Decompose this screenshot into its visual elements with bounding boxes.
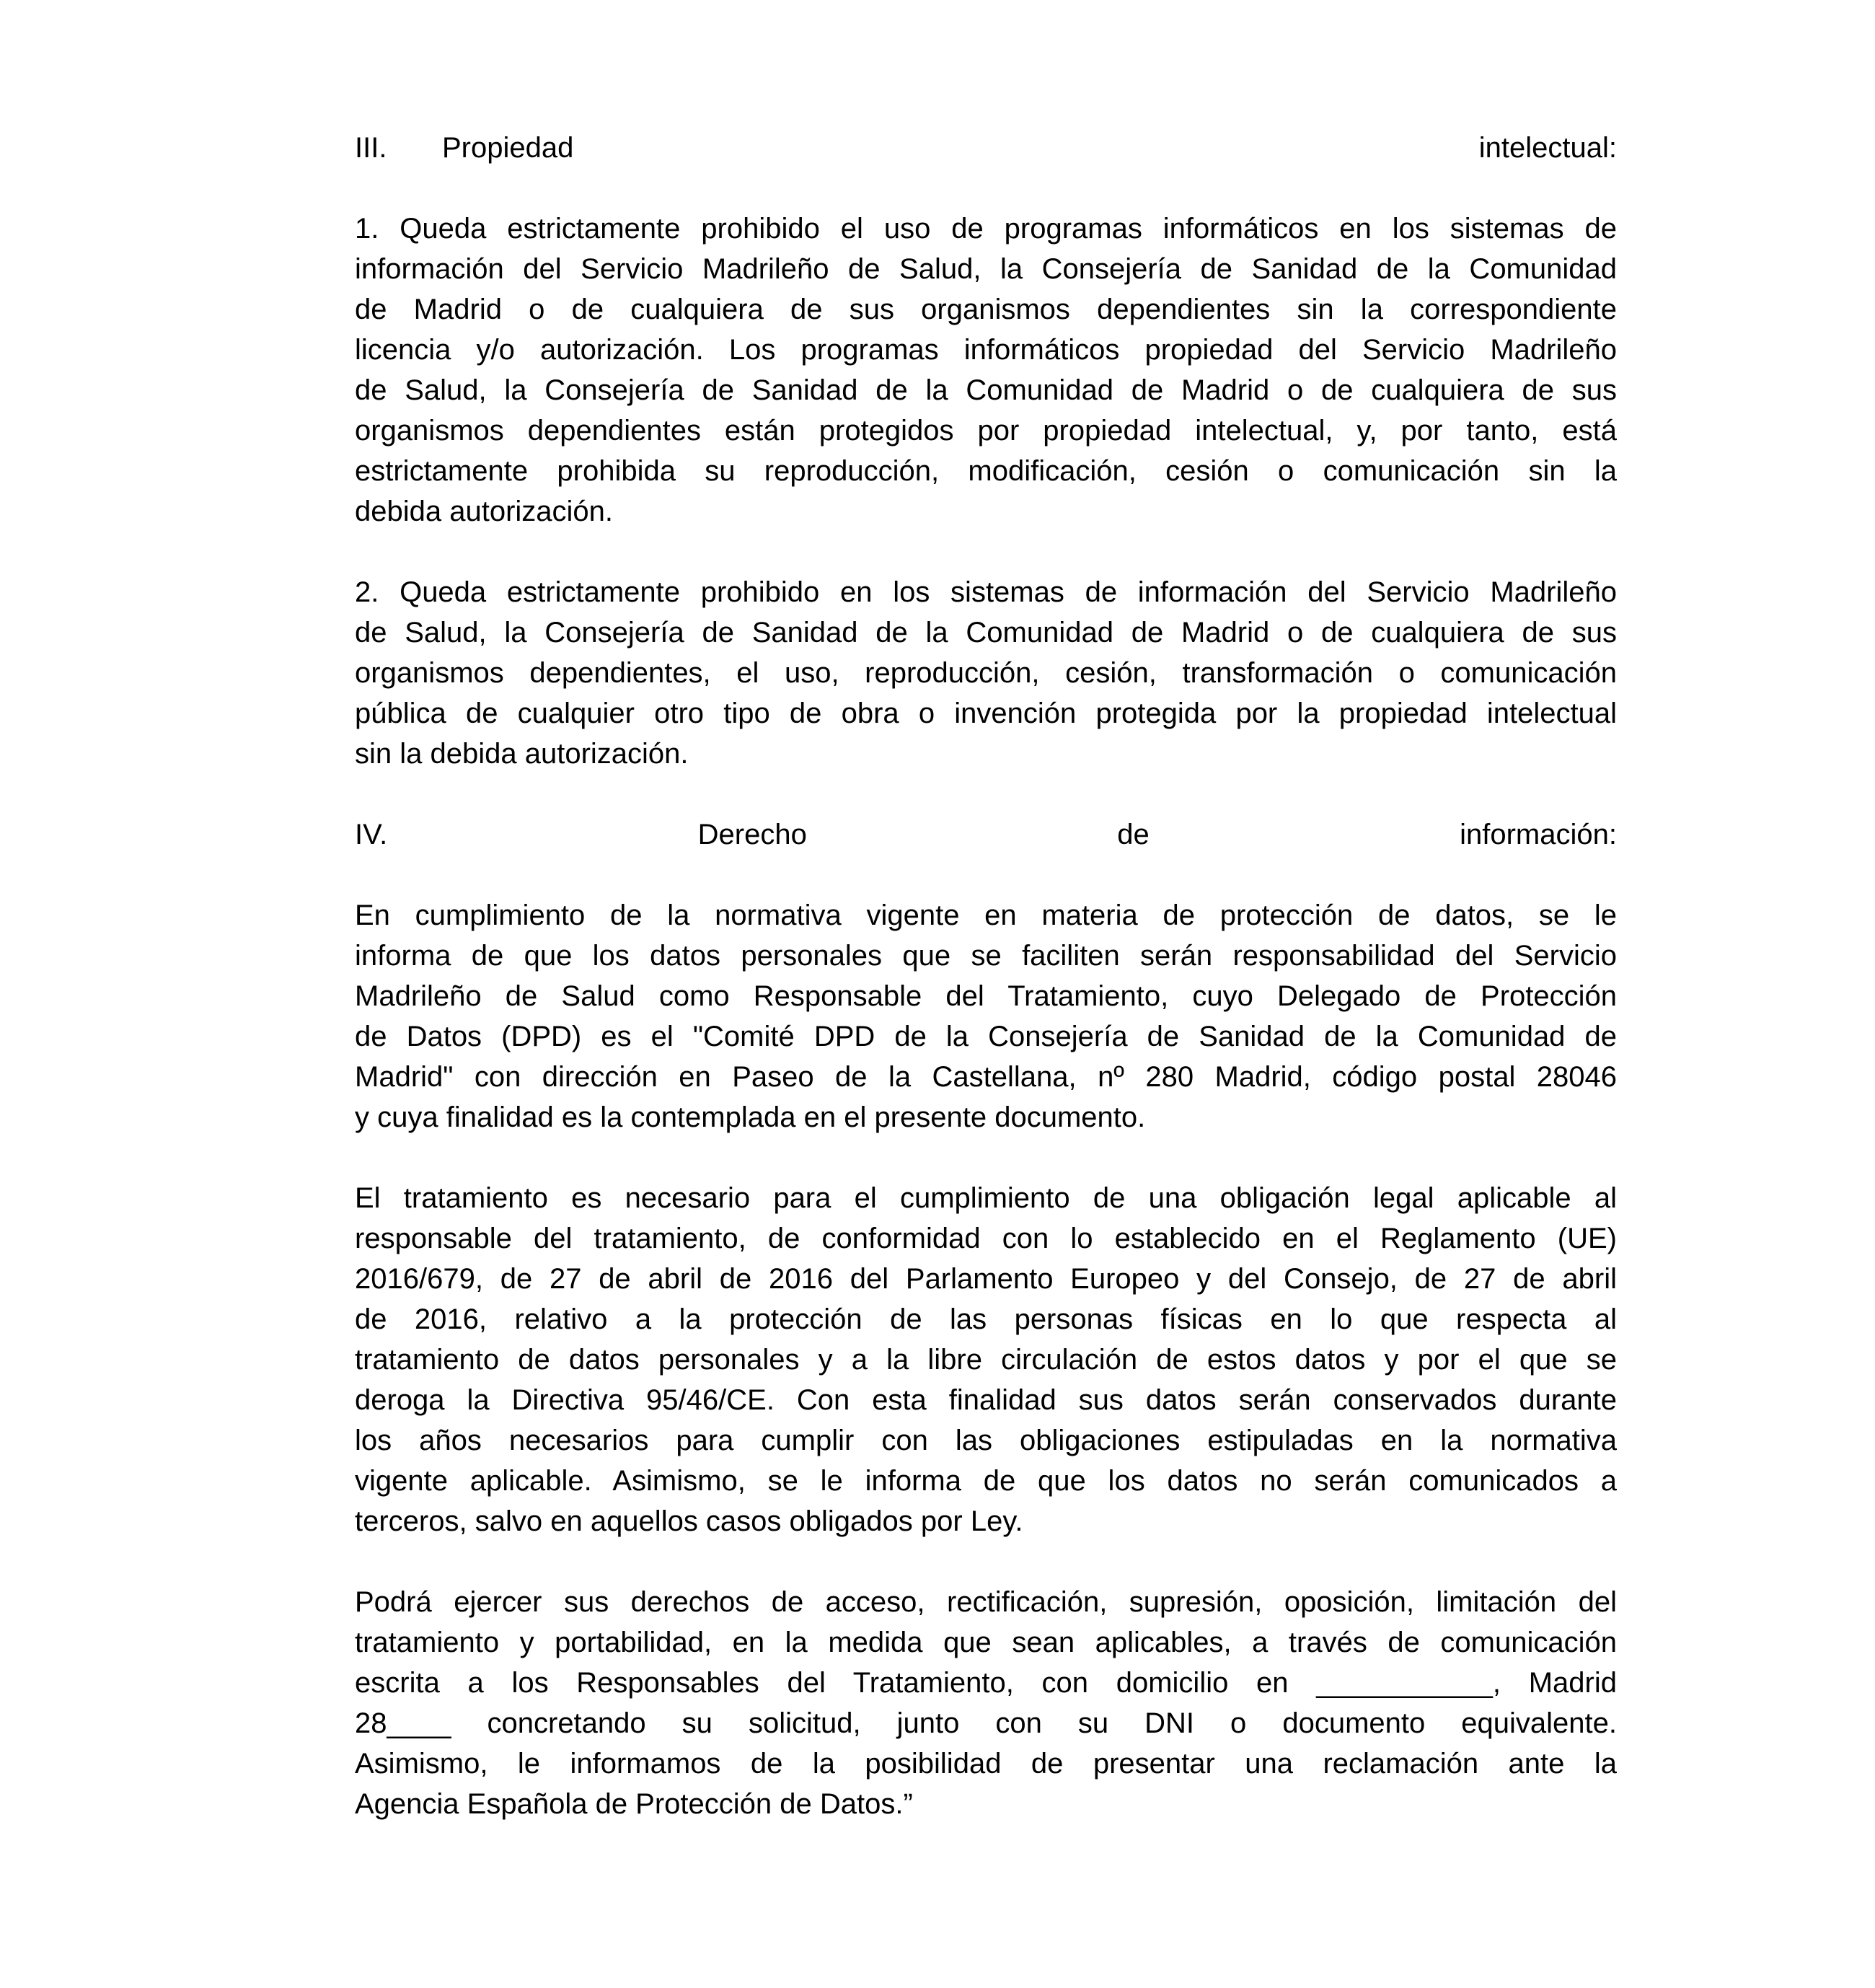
section-heading-heading-iv: IV. Derecho de información: xyxy=(355,819,1617,850)
text-line: de Datos (DPD) es el "Comité DPD de la Consejería de Sanidad de la Comunidad de xyxy=(355,1021,1617,1052)
text-line: estrictamente prohibida su reproducción, modificación, cesión o comunicación sin la xyxy=(355,455,1617,487)
text-line: vigente aplicable. Asimismo, se le informa de que los datos no serán comunicados a xyxy=(355,1465,1617,1497)
text-line: Madrid" con dirección en Paseo de la Castellana, nº 280 Madrid, código postal 28046 xyxy=(355,1061,1617,1093)
paragraph-clause-2 xyxy=(355,572,1617,774)
text-line: 1. Queda estrictamente prohibido el uso de programas informáticos en los sistemas de xyxy=(355,213,1617,245)
text-line: información del Servicio Madrileño de Salud, la Consejería de Sanidad de la Comunidad xyxy=(355,253,1617,285)
text-line: Podrá ejercer sus derechos de acceso, rectificación, supresión, oposición, limitación del xyxy=(355,1586,1617,1618)
text-line: terceros, salvo en aquellos casos obligados por Ley. xyxy=(355,1505,1023,1537)
text-line: 2016/679, de 27 de abril de 2016 del Parlamento Europeo y del Consejo, de 27 de abril xyxy=(355,1263,1617,1295)
text-line: 28____ concretando su solicitud, junto con su DNI o documento equivalente. xyxy=(355,1707,1617,1739)
text-line: escrita a los Responsables del Tratamiento, con domicilio en ___________, Madrid xyxy=(355,1667,1617,1699)
text-line: deroga la Directiva 95/46/CE. Con esta finalidad sus datos serán conservados durante xyxy=(355,1384,1617,1416)
text-line: El tratamiento es necesario para el cumplimiento de una obligación legal aplicable al xyxy=(355,1182,1617,1214)
paragraph-data-protection-intro xyxy=(355,895,1617,1138)
text-line: Agencia Española de Protección de Datos.” xyxy=(355,1788,913,1820)
text-line: debida autorización. xyxy=(355,496,614,527)
text-line: responsable del tratamiento, de conformidad con lo establecido en el Reglamento (UE) xyxy=(355,1223,1617,1254)
text-line: pública de cualquier otro tipo de obra o invención protegida por la propiedad intelectual xyxy=(355,698,1617,729)
text-line: los años necesarios para cumplir con las obligaciones estipuladas en la normativa xyxy=(355,1425,1617,1456)
paragraph-rights xyxy=(355,1582,1617,1824)
text-line: tratamiento y portabilidad, en la medida que sean aplicables, a través de comunicación xyxy=(355,1627,1617,1658)
section-heading-heading-iii xyxy=(355,128,1617,168)
paragraph-clause-1 xyxy=(355,208,1617,532)
document-text-block xyxy=(355,128,1617,1865)
paragraph-legal-basis xyxy=(355,1178,1617,1541)
text-line: de 2016, relativo a la protección de las personas físicas en lo que respecta al xyxy=(355,1303,1617,1335)
text-line: y cuya finalidad es la contemplada en el presente documento. xyxy=(355,1101,1146,1133)
text-line: Madrileño de Salud como Responsable del Tratamiento, cuyo Delegado de Protección xyxy=(355,980,1617,1012)
text-line: organismos dependientes están protegidos por propiedad intelectual, y, por tanto, está xyxy=(355,415,1617,447)
heading-title: Propiedad intelectual: xyxy=(442,132,1617,164)
text-line: de Madrid o de cualquiera de sus organismos dependientes sin la correspondiente xyxy=(355,294,1617,325)
text-line: En cumplimiento de la normativa vigente en materia de protección de datos, se le xyxy=(355,900,1617,931)
text-line: de Salud, la Consejería de Sanidad de la Comunidad de Madrid o de cualquiera de sus xyxy=(355,374,1617,406)
text-line: tratamiento de datos personales y a la libre circulación de estos datos y por el que se xyxy=(355,1344,1617,1376)
text-line: sin la debida autorización. xyxy=(355,738,689,770)
text-line: 2. Queda estrictamente prohibido en los sistemas de información del Servicio Madrileño xyxy=(355,576,1617,608)
text-line: Asimismo, le informamos de la posibilidad de presentar una reclamación ante la xyxy=(355,1748,1617,1780)
heading-numeral: III. xyxy=(355,132,387,164)
text-line: licencia y/o autorización. Los programas informáticos propiedad del Servicio Madrileño xyxy=(355,334,1617,366)
text-line: informa de que los datos personales que se faciliten serán responsabilidad del Servicio xyxy=(355,940,1617,972)
text-line: de Salud, la Consejería de Sanidad de la Comunidad de Madrid o de cualquiera de sus xyxy=(355,617,1617,648)
text-line: organismos dependientes, el uso, reproducción, cesión, transformación o comunicación xyxy=(355,657,1617,689)
